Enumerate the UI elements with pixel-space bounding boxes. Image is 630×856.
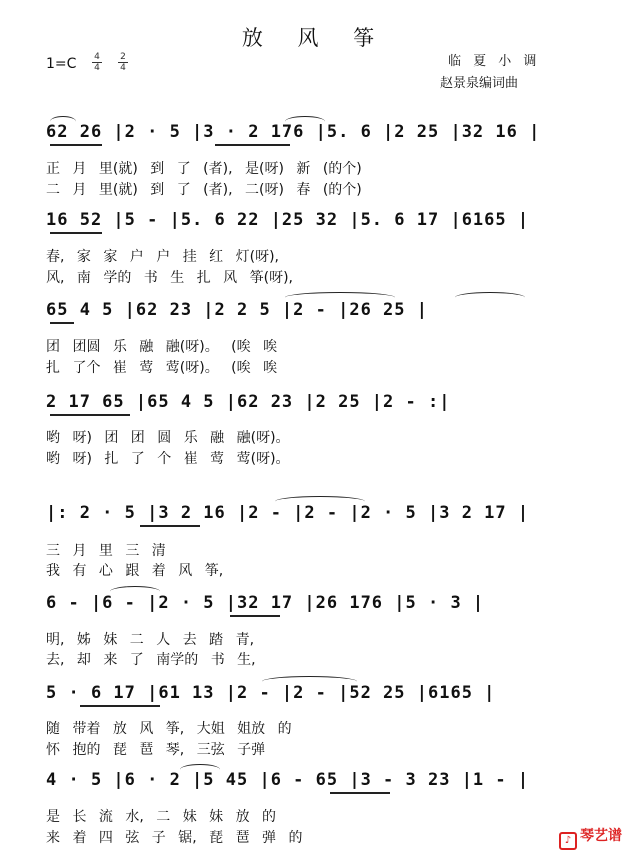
lyrics-line-7b: 怀 抱的 琵 琶 琴, 三弦 子弹 xyxy=(46,742,266,758)
lyrics-line-6b: 去, 却 来 了 南学的 书 生, xyxy=(46,652,256,668)
piano-key-logo-icon: ♪ xyxy=(559,832,577,850)
slur-mark xyxy=(110,586,160,597)
beat-underline xyxy=(330,792,390,794)
lyrics-line-8a: 是 长 流 水, 二 妹 妹 放 的 xyxy=(46,809,277,825)
meter-top: 4 xyxy=(94,52,100,62)
page-title: 放 风 筝 xyxy=(241,26,389,50)
credit-author: 赵景泉编词曲 xyxy=(440,76,519,91)
meter-bottom: 4 xyxy=(92,62,102,73)
notation-line-6: 6 - |6 - |2 · 5 |32 17 |26 176 |5 · 3 | xyxy=(46,593,485,613)
slur-mark xyxy=(50,116,76,127)
beat-underline xyxy=(215,144,290,146)
beat-underline xyxy=(230,615,280,617)
beat-underline xyxy=(50,144,102,146)
lyrics-line-4b: 哟 呀) 扎 了 个 崔 莺 莺(呀)。 xyxy=(46,451,290,467)
slur-mark xyxy=(285,292,395,303)
slur-mark xyxy=(262,676,357,687)
slur-mark xyxy=(275,496,365,507)
slur-mark xyxy=(285,116,325,127)
beat-underline xyxy=(50,322,74,324)
lyrics-line-5b: 我 有 心 跟 着 风 筝, xyxy=(46,563,224,579)
notation-line-2: 16 52 |5 - |5. 6 22 |25 32 |5. 6 17 |6165 | xyxy=(46,210,530,230)
slur-mark xyxy=(455,292,525,303)
watermark-text: 琴艺谱 xyxy=(580,828,622,844)
key-signature: 1=C xyxy=(46,56,77,72)
notation-line-7: 5 · 6 17 |61 13 |2 - |2 - |52 25 |6165 | xyxy=(46,683,496,703)
notation-line-8: 4 · 5 |6 · 2 |5 45 |6 - 65 |3 - 3 23 |1 - | xyxy=(46,770,530,790)
lyrics-line-2b: 风, 南 学的 书 生 扎 风 筝(呀), xyxy=(46,270,293,286)
meter-top: 2 xyxy=(120,52,126,62)
lyrics-line-6a: 明, 姊 妹 二 人 去 踏 青, xyxy=(46,632,255,648)
notation-line-5: |: 2 · 5 |3 2 16 |2 - |2 - |2 · 5 |3 2 17 | xyxy=(46,503,530,523)
time-signature-1 xyxy=(92,52,102,73)
notation-line-3: 65 4 5 |62 23 |2 2 5 |2 - |26 25 | xyxy=(46,300,428,320)
lyrics-line-7a: 随 带着 放 风 筝, 大姐 姐放 的 xyxy=(46,721,292,737)
lyrics-line-3b: 扎 了个 崔 莺 莺(呀)。 (唉 唉 xyxy=(46,360,278,376)
notation-line-1: 62 26 |2 · 5 |3 · 2 176 |5. 6 |2 25 |32 16 | xyxy=(46,122,541,142)
lyrics-line-2a: 春, 家 家 户 户 挂 红 灯(呀), xyxy=(46,249,279,265)
meter-bottom: 4 xyxy=(118,62,128,73)
credit-origin: 临 夏 小 调 xyxy=(448,54,541,69)
lyrics-line-8b: 来 着 四 弦 子 锯, 琵 琶 弹 的 xyxy=(46,830,303,846)
lyrics-line-1b: 二 月 里(就) 到 了 (者), 二(呀) 春 (的个) xyxy=(46,182,362,198)
lyrics-line-5a: 三 月 里 三 清 xyxy=(46,543,166,559)
beat-underline xyxy=(50,414,130,416)
watermark xyxy=(559,825,622,850)
lyrics-line-3a: 团 团圆 乐 融 融(呀)。 (唉 唉 xyxy=(46,339,278,355)
slur-mark xyxy=(180,764,220,775)
beat-underline xyxy=(50,232,102,234)
lyrics-line-4a: 哟 呀) 团 团 圆 乐 融 融(呀)。 xyxy=(46,430,290,446)
lyrics-line-1a: 正 月 里(就) 到 了 (者), 是(呀) 新 (的个) xyxy=(46,161,362,177)
notation-line-4: 2 17 65 |65 4 5 |62 23 |2 25 |2 - :| xyxy=(46,392,451,412)
beat-underline xyxy=(80,705,160,707)
time-signature-2 xyxy=(118,52,128,73)
beat-underline xyxy=(140,525,200,527)
